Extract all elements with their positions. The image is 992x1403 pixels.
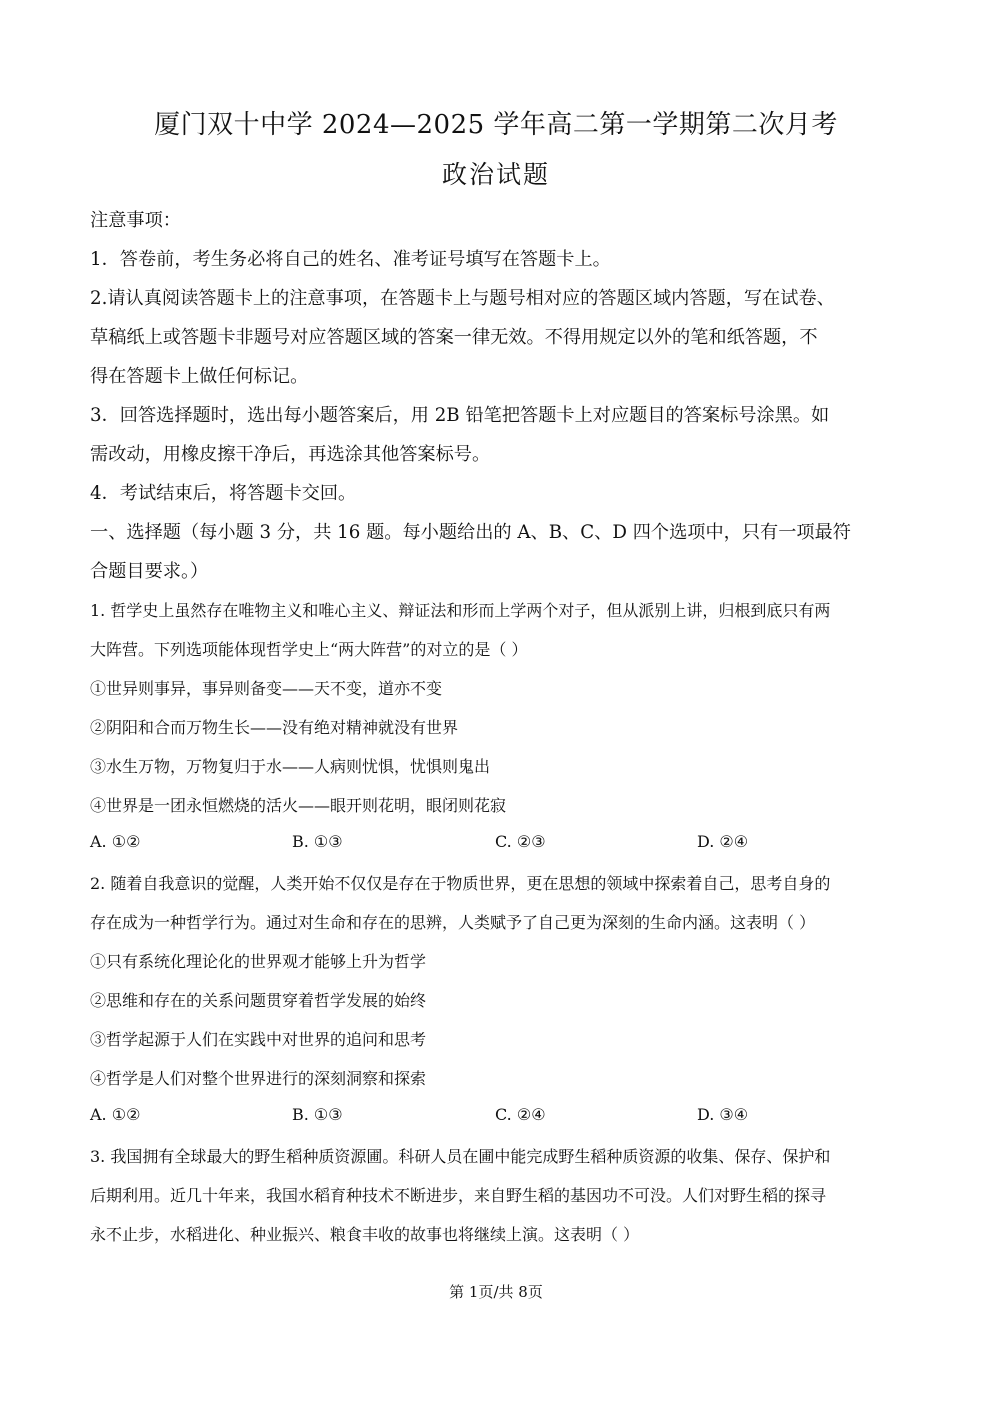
- question-2-item: ①只有系统化理论化的世界观才能够上升为哲学: [90, 952, 427, 971]
- question-1-option-d[interactable]: D. ②④: [697, 832, 749, 851]
- question-3-stem: 后期利用。近几十年来，我国水稻育种技术不断进步，来自野生稻的基因功不可没。人们对野生稻的探寻: [90, 1186, 827, 1205]
- notes-line: 4．考试结束后，将答题卡交回。: [90, 483, 357, 504]
- notes-line: 得在答题卡上做任何标记。: [90, 366, 309, 387]
- notes-line: 1．答卷前，考生务必将自己的姓名、准考证号填写在答题卡上。: [90, 249, 611, 270]
- question-1-option-c[interactable]: C. ②③: [495, 832, 546, 851]
- question-3-stem: 永不止步，水稻进化、种业振兴、粮食丰收的故事也将继续上演。这表明（ ）: [90, 1225, 640, 1244]
- question-2-item: ④哲学是人们对整个世界进行的深刻洞察和探索: [90, 1069, 427, 1088]
- question-1-option-b[interactable]: B. ①③: [292, 832, 343, 851]
- section-heading: 一、选择题（每小题 3 分，共 16 题。每小题给出的 A、B、C、D 四个选项中，只有一项最符: [90, 522, 851, 543]
- question-1-item: ①世异则事异，事异则备变——天不变，道亦不变: [90, 679, 443, 698]
- question-2-item: ③哲学起源于人们在实践中对世界的追问和思考: [90, 1030, 427, 1049]
- question-1-item: ③水生万物，万物复归于水——人病则忧惧，忧惧则鬼出: [90, 757, 491, 776]
- question-1-item: ④世界是一团永恒燃烧的活火——眼开则花明，眼闭则花寂: [90, 796, 507, 815]
- notes-line: 需改动，用橡皮擦干净后，再选涂其他答案标号。: [90, 444, 491, 465]
- notes-line: 3．回答选择题时，选出每小题答案后，用 2B 铅笔把答题卡上对应题目的答案标号涂黑。如: [90, 405, 830, 426]
- question-1-stem: 1. 哲学史上虽然存在唯物主义和唯心主义、辩证法和形而上学两个对子，但从派别上讲，归根到底只有两: [90, 601, 831, 620]
- section-heading: 合题目要求。）: [90, 561, 209, 582]
- page-number: 第 1页/共 8页: [449, 1283, 543, 1301]
- question-1-option-a[interactable]: A. ①②: [90, 832, 141, 851]
- exam-subtitle: 政治试题: [441, 160, 550, 189]
- notes-line: 草稿纸上或答题卡非题号对应答题区域的答案一律无效。不得用规定以外的笔和纸答题，不: [90, 327, 818, 348]
- question-2-option-a[interactable]: A. ①②: [90, 1105, 141, 1124]
- question-2-stem: 2. 随着自我意识的觉醒，人类开始不仅仅是存在于物质世界，更在思想的领域中探索着自己，思考自身的: [90, 874, 831, 893]
- notes-line: 2.请认真阅读答题卡上的注意事项，在答题卡上与题号相对应的答题区域内答题，写在试卷、: [90, 288, 835, 309]
- question-2-item: ②思维和存在的关系问题贯穿着哲学发展的始终: [90, 991, 427, 1010]
- notes-heading: 注意事项：: [90, 210, 181, 231]
- question-2-option-d[interactable]: D. ③④: [697, 1105, 749, 1124]
- exam-title: 厦门双十中学 2024—2025 学年高二第一学期第二次月考: [154, 110, 838, 140]
- question-1-item: ②阴阳和合而万物生长——没有绝对精神就没有世界: [90, 718, 459, 737]
- question-2-stem: 存在成为一种哲学行为。通过对生命和存在的思辨，人类赋予了自己更为深刻的生命内涵。这表明（ ）: [90, 913, 816, 932]
- question-2-option-c[interactable]: C. ②④: [495, 1105, 546, 1124]
- question-2-option-b[interactable]: B. ①③: [292, 1105, 343, 1124]
- question-1-stem: 大阵营。下列选项能体现哲学史上“两大阵营”的对立的是（ ）: [90, 640, 528, 659]
- question-3-stem: 3. 我国拥有全球最大的野生稻种质资源圃。科研人员在圃中能完成野生稻种质资源的收集、保存、保护和: [90, 1147, 831, 1166]
